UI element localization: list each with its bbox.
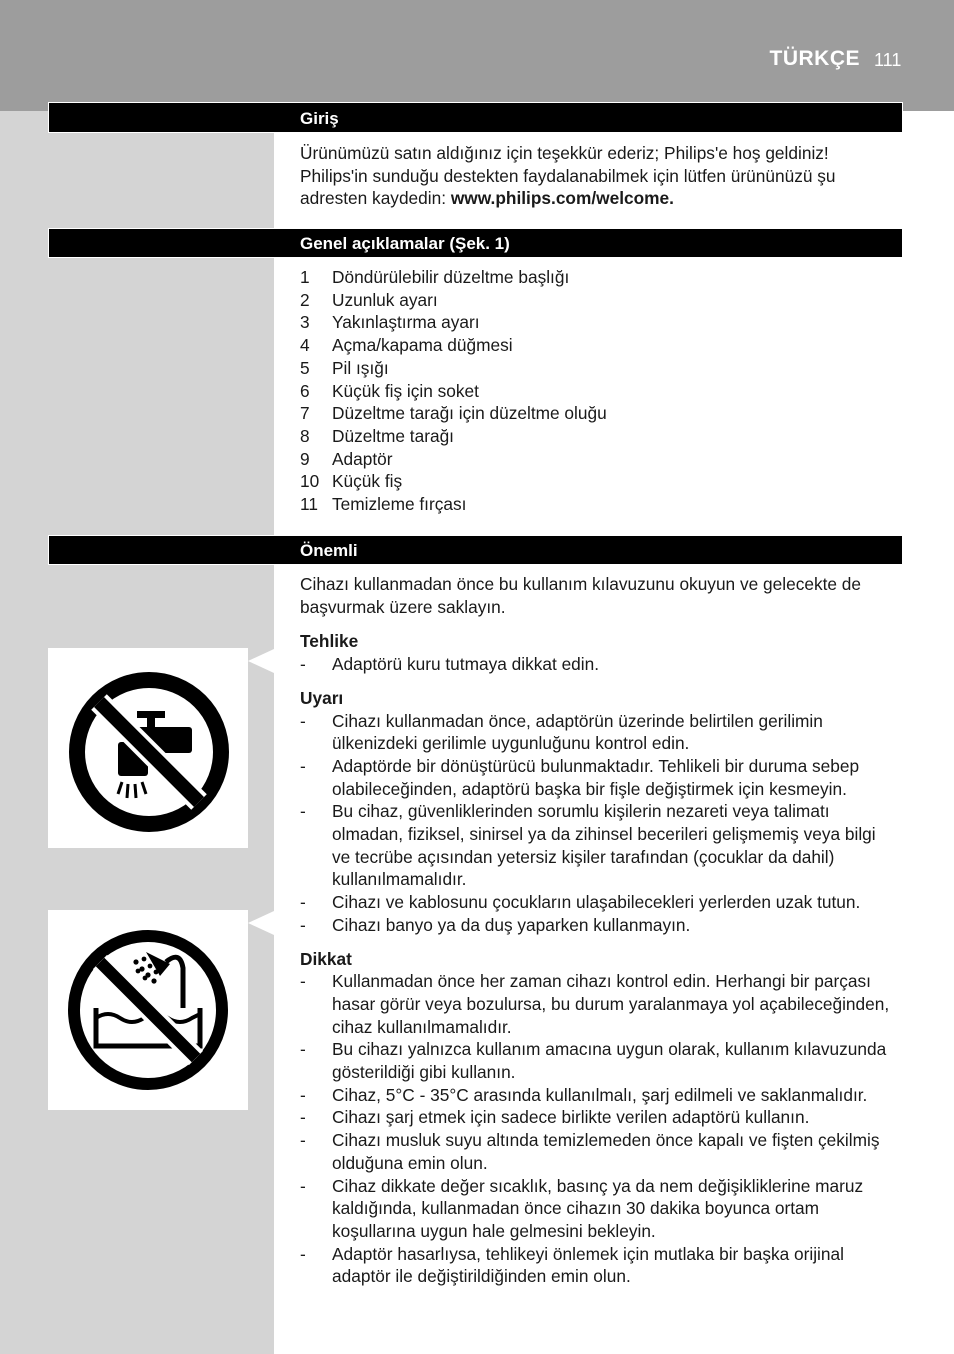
pictogram-pointer xyxy=(248,649,274,673)
welcome-link[interactable]: www.philips.com/welcome. xyxy=(450,188,674,209)
dash-marker: - xyxy=(300,1107,306,1128)
bullet-text: Cihazı kullanmadan önce, adaptörün üzerinde belirtilen gerilimin ülkenizdeki gerilimle uygunluğunu kontrol edin. xyxy=(332,710,823,754)
list-item-number: 6 xyxy=(300,380,310,401)
bullet-text: Cihazı şarj etmek için sadece birlikte verilen adaptörü kullanın. xyxy=(332,1107,810,1128)
bullet-item xyxy=(300,653,894,676)
bullet-text: Cihaz, 5°C - 35°C arasında kullanılmalı, şarj edilmeli ve saklanmalıdır. xyxy=(332,1084,868,1105)
list-item xyxy=(300,311,890,334)
bullet-text: Cihazı banyo ya da duş yaparken kullanmayın. xyxy=(332,914,691,935)
list-item xyxy=(300,470,890,493)
list-item xyxy=(300,380,890,403)
danger-title: Tehlike xyxy=(300,631,359,652)
dash-marker: - xyxy=(300,801,306,822)
list-item xyxy=(300,357,890,380)
list-item-number: 7 xyxy=(300,403,310,424)
dash-marker: - xyxy=(300,892,306,913)
section-title: Genel açıklamalar (Şek. 1) xyxy=(300,234,510,253)
bullet-text: Bu cihazı yalnızca kullanım amacına uygun olarak, kullanım kılavuzunda gösterildiği gibi kullanın. xyxy=(332,1039,887,1083)
bullet-text: Kullanmadan önce her zaman cihazı kontrol edin. Herhangi bir parçası hasar görür veya bozulursa, bu durum yaralanmaya yol açabileceğinden, cihaz kullanılmamalıdır. xyxy=(332,971,890,1037)
bullet-text: Adaptörü kuru tutmaya dikkat edin. xyxy=(332,654,600,675)
section-header-important xyxy=(48,535,903,565)
dash-marker: - xyxy=(300,971,306,992)
bullet-item xyxy=(300,914,894,937)
list-item-label: Temizleme fırçası xyxy=(332,494,467,515)
section-header-intro xyxy=(48,102,903,133)
list-item-number: 11 xyxy=(300,494,318,515)
language-title: TÜRKÇE xyxy=(769,47,860,70)
list-item-label: Döndürülebilir düzeltme başlığı xyxy=(332,267,570,287)
list-item-number: 1 xyxy=(300,267,310,287)
bullet-item xyxy=(300,970,894,1038)
danger-list xyxy=(300,653,894,676)
page-number: 111 xyxy=(874,50,902,70)
dash-marker: - xyxy=(300,1084,306,1105)
bullet-text: Bu cihaz, güvenliklerinden sorumlu kişilerin nezareti veya talimatı olmadan, fiziksel, sinirsel ya da zihinsel becerileri gelişmemiş veya bilgi ve tecrübe açısından yetersiz kişiler tarafından (çocuklar da dahil) kullanılmamalıdır. xyxy=(332,801,876,890)
section-header-general xyxy=(48,228,903,258)
list-item-number: 2 xyxy=(300,289,310,310)
list-item-label: Yakınlaştırma ayarı xyxy=(332,312,480,333)
bullet-item xyxy=(300,1243,894,1288)
parts-list xyxy=(300,266,890,516)
list-item-number: 8 xyxy=(300,425,310,446)
list-item-label: Açma/kapama düğmesi xyxy=(332,335,513,356)
dash-marker: - xyxy=(300,654,306,675)
section-title: Önemli xyxy=(300,541,358,560)
parts-list-block xyxy=(300,266,890,516)
bullet-item xyxy=(300,891,894,914)
dash-marker: - xyxy=(300,710,306,731)
dash-marker: - xyxy=(300,1175,306,1196)
caution-list xyxy=(300,970,894,1288)
list-item xyxy=(300,334,890,357)
bullet-item xyxy=(300,1084,894,1107)
list-item xyxy=(300,402,890,425)
list-item xyxy=(300,425,890,448)
list-item-label: Küçük fiş xyxy=(332,471,403,492)
list-item-label: Adaptör xyxy=(332,448,393,469)
bullet-item xyxy=(300,1129,894,1174)
bullet-item xyxy=(300,710,894,755)
list-item-number: 10 xyxy=(300,471,320,492)
caution-title: Dikkat xyxy=(300,948,352,969)
bullet-item xyxy=(300,1175,894,1243)
important-intro: Cihazı kullanmadan önce bu kullanım kılavuzunu okuyun ve gelecekte de başvurmak üzere saklayın. xyxy=(300,574,862,617)
bullet-text: Cihazı ve kablosunu çocukların ulaşabilecekleri yerlerden uzak tutun. xyxy=(332,892,861,913)
dash-marker: - xyxy=(300,755,306,776)
bullet-text: Cihaz dikkate değer sıcaklık, basınç ya da nem değişikliklerine maruz kaldığında, kullanmadan önce cihazın 30 dakika boyunca ortam koşullarına uygun hale gelmesini bekleyin. xyxy=(332,1175,864,1241)
list-item-label: Düzeltme tarağı için düzeltme oluğu xyxy=(332,403,607,424)
intro-text: Ürünümüzü satın aldığınız için teşekkür ederiz; Philips'e hoş geldiniz! Philips'in sunduğu destekten faydalanabilmek için lütfen ürününüzü şu adresten kaydedin: xyxy=(300,143,836,209)
important-body xyxy=(300,573,894,1288)
warning-list xyxy=(300,710,894,937)
pictogram-pointer xyxy=(248,911,274,935)
bullet-text: Cihazı musluk suyu altında temizlemeden önce kapalı ve fişten çekilmiş olduğuna emin olun. xyxy=(332,1130,880,1173)
list-item-number: 4 xyxy=(300,335,310,356)
bullet-item xyxy=(300,1038,894,1083)
list-item xyxy=(300,266,890,289)
list-item-number: 9 xyxy=(300,448,310,469)
bullet-text: Adaptörde bir dönüştürücü bulunmaktadır. Tehlikeli bir duruma sebep olabileceğinden, adaptörü başka bir fişle değiştirmek için kesmeyin. xyxy=(332,755,860,799)
list-item-number: 3 xyxy=(300,312,310,333)
section-title: Giriş xyxy=(300,109,339,128)
dash-marker: - xyxy=(300,1243,306,1264)
list-item-label: Uzunluk ayarı xyxy=(332,289,438,310)
intro-paragraph xyxy=(300,142,870,210)
no-water-tap-icon xyxy=(48,648,248,848)
list-item xyxy=(300,493,890,516)
dash-marker: - xyxy=(300,1039,306,1060)
dash-marker: - xyxy=(300,1130,306,1151)
warning-title: Uyarı xyxy=(300,687,344,708)
bullet-text: Adaptör hasarlıysa, tehlikeyi önlemek için mutlaka bir başka orijinal adaptör ile değiştirildiğinden emin olun. xyxy=(332,1243,844,1287)
dash-marker: - xyxy=(300,914,306,935)
list-item-label: Pil ışığı xyxy=(332,357,389,378)
bullet-item xyxy=(300,755,894,800)
no-bath-shower-icon xyxy=(48,910,248,1110)
list-item-label: Küçük fiş için soket xyxy=(332,380,479,401)
list-item xyxy=(300,448,890,471)
bullet-item xyxy=(300,1106,894,1129)
bullet-item xyxy=(300,800,894,891)
list-item-number: 5 xyxy=(300,357,310,378)
list-item xyxy=(300,289,890,312)
list-item-label: Düzeltme tarağı xyxy=(332,425,454,446)
